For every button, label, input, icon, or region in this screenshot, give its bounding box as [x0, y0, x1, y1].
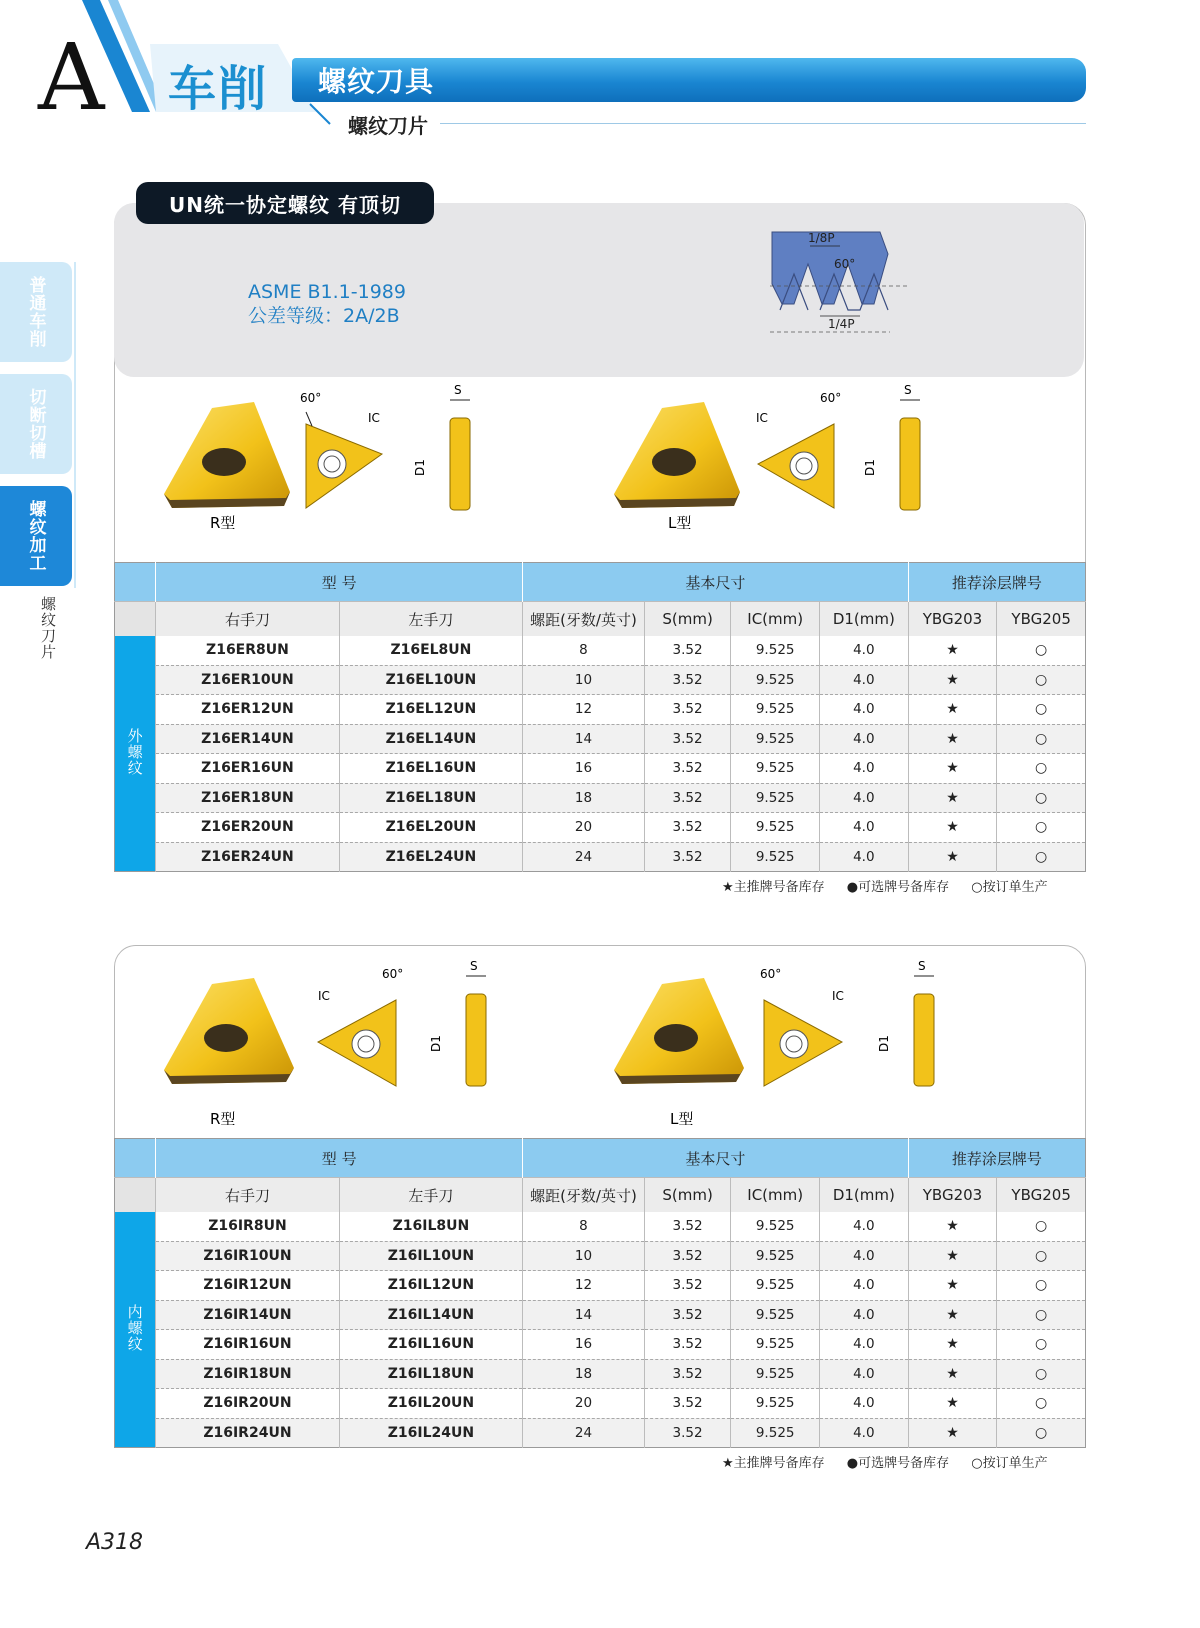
left-hand-model: Z16IL8UN: [339, 1212, 522, 1241]
right-hand-model: Z16IR14UN: [156, 1300, 339, 1330]
category-title: 螺纹刀具: [318, 65, 435, 98]
right-hand-model: Z16IR24UN: [156, 1418, 339, 1448]
side-sub-label: 螺纹刀片: [39, 596, 57, 660]
l-ic-label: IC: [756, 411, 768, 425]
right-hand-model: Z16IR20UN: [156, 1389, 339, 1419]
table-row: [115, 665, 1086, 695]
table-row: [115, 695, 1086, 725]
grade1-cell: ★: [908, 1389, 997, 1419]
d1-cell: 4.0: [820, 1212, 909, 1241]
s-cell: 3.52: [644, 1271, 731, 1301]
legend-dot: ●可选牌号备库存: [846, 1456, 950, 1471]
ic-cell: 9.525: [731, 1300, 820, 1330]
grade1-cell: ★: [908, 1300, 997, 1330]
left-hand-model: Z16EL24UN: [339, 842, 522, 872]
header-grade2: YBG205: [997, 1178, 1086, 1213]
grade2-cell: ○: [997, 783, 1086, 813]
left-hand-model: Z16IL14UN: [339, 1300, 522, 1330]
grade1-cell: ★: [908, 1418, 997, 1448]
s-cell: 3.52: [644, 842, 731, 872]
r-type-label: R型: [210, 1110, 236, 1128]
grade1-cell: ★: [908, 1212, 997, 1241]
header-ic: IC(mm): [731, 1178, 820, 1213]
grade2-cell: ○: [997, 1241, 1086, 1271]
grade1-cell: ★: [908, 724, 997, 754]
l-insert-topview: [764, 1000, 842, 1086]
d1-cell: 4.0: [820, 1418, 909, 1448]
d1-cell: 4.0: [820, 1330, 909, 1360]
right-hand-model: Z16ER8UN: [156, 636, 339, 665]
pitch-cell: 18: [523, 783, 645, 813]
header-corner: [115, 563, 156, 602]
table-row: [115, 813, 1086, 843]
r-angle-label: 60°: [300, 391, 322, 405]
grade2-cell: ○: [997, 842, 1086, 872]
ic-cell: 9.525: [731, 783, 820, 813]
header-pitch: 螺距(牙数/英寸): [523, 602, 645, 637]
ic-cell: 9.525: [731, 1330, 820, 1360]
profile-bottom-label: 1/4P: [828, 317, 855, 331]
l-angle-label: 60°: [760, 967, 782, 981]
right-hand-model: Z16IR10UN: [156, 1241, 339, 1271]
header-s: S(mm): [644, 602, 731, 637]
left-hand-model: Z16IL24UN: [339, 1418, 522, 1448]
pitch-cell: 24: [523, 1418, 645, 1448]
header-grade1: YBG203: [908, 1178, 997, 1213]
table-row: [115, 1359, 1086, 1389]
r-insert-sideview: [466, 976, 486, 1086]
left-hand-model: Z16EL14UN: [339, 724, 522, 754]
header-d1: D1(mm): [820, 602, 909, 637]
side-tab-divider: [74, 262, 76, 588]
r-type-label: R型: [210, 514, 236, 532]
left-hand-model: Z16IL18UN: [339, 1359, 522, 1389]
l-insert-image: [614, 402, 740, 508]
d1-cell: 4.0: [820, 1359, 909, 1389]
pitch-cell: 8: [523, 1212, 645, 1241]
right-hand-model: Z16IR16UN: [156, 1330, 339, 1360]
table-row: [115, 783, 1086, 813]
grade2-cell: ○: [997, 695, 1086, 725]
pitch-cell: 18: [523, 1359, 645, 1389]
pitch-cell: 12: [523, 1271, 645, 1301]
d1-cell: 4.0: [820, 783, 909, 813]
d1-cell: 4.0: [820, 665, 909, 695]
l-insert-sideview: [914, 976, 934, 1086]
r-s-label: S: [454, 383, 462, 397]
r-insert-image: [164, 402, 290, 508]
thread-type-badge: UN统一协定螺纹 有顶切: [136, 182, 434, 224]
section-title: 车削: [168, 61, 269, 117]
right-hand-model: Z16ER24UN: [156, 842, 339, 872]
s-cell: 3.52: [644, 724, 731, 754]
right-hand-model: Z16ER14UN: [156, 724, 339, 754]
external-side-label: 外螺纹: [115, 636, 156, 872]
l-type-label: L型: [668, 514, 692, 532]
r-angle-label: 60°: [382, 967, 404, 981]
r-insert-topview: [306, 412, 382, 508]
ic-cell: 9.525: [731, 695, 820, 725]
header-basic-dims: 基本尺寸: [523, 563, 909, 602]
pitch-cell: 12: [523, 695, 645, 725]
side-tab-general-turning[interactable]: [0, 262, 72, 362]
grade2-cell: ○: [997, 1359, 1086, 1389]
s-cell: 3.52: [644, 813, 731, 843]
pitch-cell: 16: [523, 1330, 645, 1360]
side-tab-label: 切断切槽: [25, 388, 46, 460]
right-hand-model: Z16ER20UN: [156, 813, 339, 843]
r-ic-label: IC: [368, 411, 380, 425]
d1-cell: 4.0: [820, 1241, 909, 1271]
d1-cell: 4.0: [820, 754, 909, 784]
header-corner: [115, 602, 156, 637]
left-hand-model: Z16IL20UN: [339, 1389, 522, 1419]
subheader-divider: [440, 123, 1086, 124]
s-cell: 3.52: [644, 754, 731, 784]
grade1-cell: ★: [908, 665, 997, 695]
grade1-cell: ★: [908, 754, 997, 784]
l-d1-label: D1: [863, 459, 877, 476]
r-s-label: S: [470, 959, 478, 973]
ic-cell: 9.525: [731, 754, 820, 784]
grade1-cell: ★: [908, 1330, 997, 1360]
s-cell: 3.52: [644, 1241, 731, 1271]
header-grade2: YBG205: [997, 602, 1086, 637]
page-number: A318: [86, 1530, 144, 1555]
s-cell: 3.52: [644, 1212, 731, 1241]
grade2-cell: ○: [997, 1418, 1086, 1448]
grade2-cell: ○: [997, 1212, 1086, 1241]
legend-circle: ○按订单生产: [971, 1456, 1048, 1471]
header-d1: D1(mm): [820, 1178, 909, 1213]
legend-internal: [722, 1452, 1048, 1471]
left-hand-model: Z16IL16UN: [339, 1330, 522, 1360]
s-cell: 3.52: [644, 665, 731, 695]
header-corner: [115, 1178, 156, 1213]
ic-cell: 9.525: [731, 636, 820, 665]
header-left-hand: 左手刀: [339, 1178, 522, 1213]
l-type-label: L型: [670, 1110, 694, 1128]
grade2-cell: ○: [997, 813, 1086, 843]
ic-cell: 9.525: [731, 1241, 820, 1271]
s-cell: 3.52: [644, 636, 731, 665]
right-hand-model: Z16IR8UN: [156, 1212, 339, 1241]
header-ic: IC(mm): [731, 602, 820, 637]
side-tab-threading[interactable]: [0, 486, 72, 586]
left-hand-model: Z16EL10UN: [339, 665, 522, 695]
grade1-cell: ★: [908, 1271, 997, 1301]
left-hand-model: Z16EL12UN: [339, 695, 522, 725]
pitch-cell: 10: [523, 665, 645, 695]
l-s-label: S: [918, 959, 926, 973]
pitch-cell: 16: [523, 754, 645, 784]
grade2-cell: ○: [997, 636, 1086, 665]
table-row: [115, 1300, 1086, 1330]
table-row: [115, 636, 1086, 665]
s-cell: 3.52: [644, 1330, 731, 1360]
pitch-cell: 10: [523, 1241, 645, 1271]
legend-star: ★主推牌号备库存: [722, 880, 825, 895]
header-coating: 推荐涂层牌号: [908, 563, 1085, 602]
pitch-cell: 20: [523, 1389, 645, 1419]
header-right-hand: 右手刀: [156, 602, 339, 637]
side-tab-label: 螺纹加工: [25, 500, 46, 572]
grade1-cell: ★: [908, 1359, 997, 1389]
table-row: [115, 754, 1086, 784]
right-hand-model: Z16IR12UN: [156, 1271, 339, 1301]
header-basic-dims: 基本尺寸: [523, 1139, 909, 1178]
left-hand-model: Z16IL10UN: [339, 1241, 522, 1271]
s-cell: 3.52: [644, 695, 731, 725]
ic-cell: 9.525: [731, 665, 820, 695]
external-insert-drawings: [114, 382, 1084, 562]
left-hand-model: Z16EL16UN: [339, 754, 522, 784]
table-row: [115, 1241, 1086, 1271]
grade2-cell: ○: [997, 1271, 1086, 1301]
d1-cell: 4.0: [820, 842, 909, 872]
grade1-cell: ★: [908, 842, 997, 872]
left-hand-model: Z16EL8UN: [339, 636, 522, 665]
header-coating: 推荐涂层牌号: [908, 1139, 1085, 1178]
header-s: S(mm): [644, 1178, 731, 1213]
s-cell: 3.52: [644, 1389, 731, 1419]
l-s-label: S: [904, 383, 912, 397]
legend-dot: ●可选牌号备库存: [846, 880, 950, 895]
d1-cell: 4.0: [820, 724, 909, 754]
header-right-hand: 右手刀: [156, 1178, 339, 1213]
header-grade1: YBG203: [908, 602, 997, 637]
l-angle-label: 60°: [820, 391, 842, 405]
d1-cell: 4.0: [820, 813, 909, 843]
r-insert-image: [164, 978, 294, 1084]
r-insert-topview: [318, 1000, 396, 1086]
header-pitch: 螺距(牙数/英寸): [523, 1178, 645, 1213]
ic-cell: 9.525: [731, 813, 820, 843]
thread-standard: [248, 280, 406, 328]
header-corner: [115, 1139, 156, 1178]
grade1-cell: ★: [908, 783, 997, 813]
profile-angle-label: 60°: [834, 257, 856, 271]
internal-thread-table: [114, 1138, 1086, 1448]
right-hand-model: Z16ER12UN: [156, 695, 339, 725]
ic-cell: 9.525: [731, 842, 820, 872]
pitch-cell: 14: [523, 724, 645, 754]
r-insert-sideview: [450, 400, 470, 510]
grade1-cell: ★: [908, 1241, 997, 1271]
ic-cell: 9.525: [731, 1212, 820, 1241]
d1-cell: 4.0: [820, 1300, 909, 1330]
l-insert-sideview: [900, 400, 920, 510]
grade2-cell: ○: [997, 1330, 1086, 1360]
d1-cell: 4.0: [820, 1271, 909, 1301]
left-hand-model: Z16IL12UN: [339, 1271, 522, 1301]
s-cell: 3.52: [644, 1418, 731, 1448]
standard-code: ASME B1.1-1989: [248, 281, 406, 303]
profile-top-label: 1/8P: [808, 231, 835, 245]
internal-insert-drawings: [114, 958, 1084, 1138]
grade2-cell: ○: [997, 754, 1086, 784]
subcategory-title: 螺纹刀片: [348, 114, 428, 138]
grade2-cell: ○: [997, 1300, 1086, 1330]
s-cell: 3.52: [644, 1359, 731, 1389]
s-cell: 3.52: [644, 1300, 731, 1330]
left-hand-model: Z16EL20UN: [339, 813, 522, 843]
legend-external: [722, 876, 1048, 895]
r-d1-label: D1: [413, 459, 427, 476]
pitch-cell: 14: [523, 1300, 645, 1330]
right-hand-model: Z16ER18UN: [156, 783, 339, 813]
ic-cell: 9.525: [731, 1359, 820, 1389]
table-row: [115, 724, 1086, 754]
d1-cell: 4.0: [820, 636, 909, 665]
table-row: [115, 842, 1086, 872]
pitch-cell: 24: [523, 842, 645, 872]
grade2-cell: ○: [997, 1389, 1086, 1419]
d1-cell: 4.0: [820, 695, 909, 725]
l-ic-label: IC: [832, 989, 844, 1003]
grade1-cell: ★: [908, 695, 997, 725]
pitch-cell: 8: [523, 636, 645, 665]
grade2-cell: ○: [997, 665, 1086, 695]
table-row: [115, 1212, 1086, 1241]
l-d1-label: D1: [877, 1035, 891, 1052]
l-insert-image: [614, 978, 744, 1084]
l-insert-topview: [758, 424, 834, 508]
legend-star: ★主推牌号备库存: [722, 1456, 825, 1471]
right-hand-model: Z16ER16UN: [156, 754, 339, 784]
r-d1-label: D1: [429, 1035, 443, 1052]
thread-profile-diagram: [770, 224, 910, 352]
ic-cell: 9.525: [731, 1418, 820, 1448]
header-left-hand: 左手刀: [339, 602, 522, 637]
table-row: [115, 1271, 1086, 1301]
grade1-cell: ★: [908, 813, 997, 843]
internal-side-label: 内螺纹: [115, 1212, 156, 1448]
legend-circle: ○按订单生产: [971, 880, 1048, 895]
left-hand-model: Z16EL18UN: [339, 783, 522, 813]
ic-cell: 9.525: [731, 724, 820, 754]
tolerance-class: 公差等级：2A/2B: [248, 305, 400, 327]
header-model: 型 号: [156, 1139, 523, 1178]
external-thread-table: [114, 562, 1086, 872]
side-tab-parting-grooving[interactable]: [0, 374, 72, 474]
s-cell: 3.52: [644, 783, 731, 813]
d1-cell: 4.0: [820, 1389, 909, 1419]
header-model: 型 号: [156, 563, 523, 602]
r-ic-label: IC: [318, 989, 330, 1003]
grade1-cell: ★: [908, 636, 997, 665]
right-hand-model: Z16ER10UN: [156, 665, 339, 695]
table-row: [115, 1389, 1086, 1419]
ic-cell: 9.525: [731, 1389, 820, 1419]
grade2-cell: ○: [997, 724, 1086, 754]
table-row: [115, 1330, 1086, 1360]
right-hand-model: Z16IR18UN: [156, 1359, 339, 1389]
table-row: [115, 1418, 1086, 1448]
ic-cell: 9.525: [731, 1271, 820, 1301]
section-letter: A: [38, 24, 105, 131]
side-tab-label: 普通车削: [25, 276, 46, 348]
pitch-cell: 20: [523, 813, 645, 843]
